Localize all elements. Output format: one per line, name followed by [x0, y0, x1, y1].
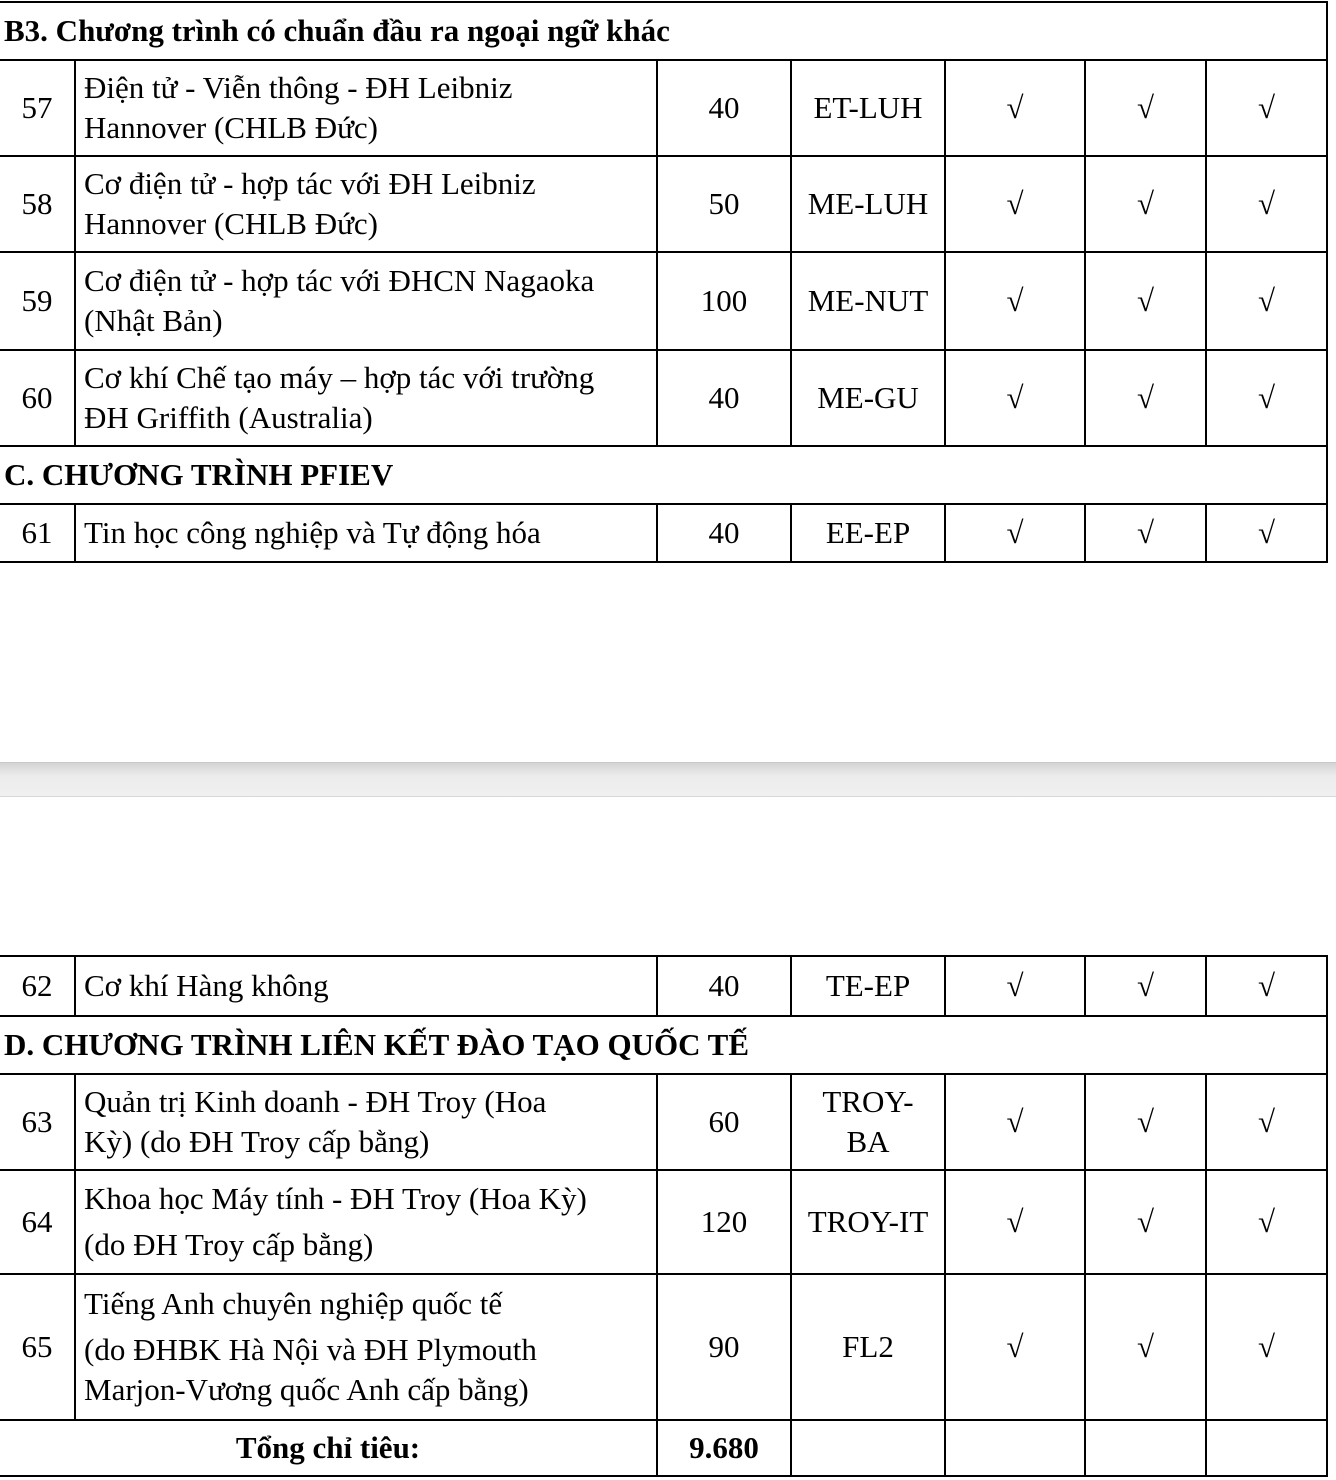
quota: 60 [657, 1074, 791, 1170]
check-mark: √ [1206, 350, 1327, 446]
check-mark: √ [1085, 60, 1206, 156]
row-number: 57 [0, 60, 75, 156]
check-mark: √ [945, 956, 1085, 1016]
program-name: Cơ điện tử - hợp tác với ĐHCN Nagaoka (Nhật Bản) [75, 252, 657, 350]
program-name: Khoa học Máy tính - ĐH Troy (Hoa Kỳ) (do ĐH Troy cấp bằng) [75, 1170, 657, 1274]
check-mark: √ [1206, 60, 1327, 156]
empty-cell [791, 1420, 945, 1476]
program-name: Quản trị Kinh doanh - ĐH Troy (Hoa Kỳ) (do ĐH Troy cấp bằng) [75, 1074, 657, 1170]
check-mark: √ [945, 60, 1085, 156]
row-number: 61 [0, 504, 75, 562]
program-code: ME-NUT [791, 252, 945, 350]
total-value: 9.680 [657, 1420, 791, 1476]
check-mark: √ [945, 156, 1085, 252]
section-row [0, 2, 1327, 60]
admission-table-page-1 [0, 1, 1328, 563]
check-mark: √ [1206, 252, 1327, 350]
total-label: Tổng chỉ tiêu: [0, 1420, 657, 1476]
program-code: TROY- BA [791, 1074, 945, 1170]
quota: 120 [657, 1170, 791, 1274]
table-row [0, 350, 1327, 446]
check-mark: √ [1085, 504, 1206, 562]
admission-table-page-2 [0, 955, 1328, 1477]
check-mark: √ [945, 252, 1085, 350]
section-row [0, 446, 1327, 504]
check-mark: √ [1206, 504, 1327, 562]
table-row [0, 1274, 1327, 1420]
program-code: ET-LUH [791, 60, 945, 156]
table-row [0, 504, 1327, 562]
section-title-c: C. CHƯƠNG TRÌNH PFIEV [0, 446, 1327, 504]
quota: 100 [657, 252, 791, 350]
row-number: 65 [0, 1274, 75, 1420]
quota: 40 [657, 60, 791, 156]
program-code: ME-GU [791, 350, 945, 446]
quota: 50 [657, 156, 791, 252]
table-row [0, 156, 1327, 252]
program-code: EE-EP [791, 504, 945, 562]
table-row [0, 60, 1327, 156]
check-mark: √ [945, 1170, 1085, 1274]
program-code: TROY-IT [791, 1170, 945, 1274]
empty-cell [945, 1420, 1085, 1476]
program-code: ME-LUH [791, 156, 945, 252]
program-name: Cơ điện tử - hợp tác với ĐH Leibniz Hannover (CHLB Đức) [75, 156, 657, 252]
check-mark: √ [1206, 1274, 1327, 1420]
quota: 40 [657, 956, 791, 1016]
quota: 40 [657, 350, 791, 446]
check-mark: √ [1085, 1274, 1206, 1420]
section-title-d: D. CHƯƠNG TRÌNH LIÊN KẾT ĐÀO TẠO QUỐC TẾ [0, 1016, 1327, 1074]
program-code: FL2 [791, 1274, 945, 1420]
row-number: 64 [0, 1170, 75, 1274]
check-mark: √ [1085, 956, 1206, 1016]
row-number: 58 [0, 156, 75, 252]
check-mark: √ [1085, 1170, 1206, 1274]
page-break-divider [0, 762, 1336, 797]
section-title-b3: B3. Chương trình có chuẩn đầu ra ngoại ngữ khác [0, 2, 1327, 60]
row-number: 59 [0, 252, 75, 350]
check-mark: √ [1085, 350, 1206, 446]
program-name: Cơ khí Hàng không [75, 956, 657, 1016]
row-number: 60 [0, 350, 75, 446]
table-row [0, 1074, 1327, 1170]
program-name: Điện tử - Viễn thông - ĐH Leibniz Hannover (CHLB Đức) [75, 60, 657, 156]
check-mark: √ [945, 504, 1085, 562]
program-name: Cơ khí Chế tạo máy – hợp tác với trường ĐH Griffith (Australia) [75, 350, 657, 446]
check-mark: √ [1206, 1074, 1327, 1170]
row-number: 62 [0, 956, 75, 1016]
row-number: 63 [0, 1074, 75, 1170]
check-mark: √ [1085, 252, 1206, 350]
check-mark: √ [1085, 156, 1206, 252]
check-mark: √ [945, 1074, 1085, 1170]
check-mark: √ [1206, 156, 1327, 252]
quota: 40 [657, 504, 791, 562]
table-row [0, 252, 1327, 350]
check-mark: √ [1206, 1170, 1327, 1274]
quota: 90 [657, 1274, 791, 1420]
section-row [0, 1016, 1327, 1074]
empty-cell [1085, 1420, 1206, 1476]
program-code: TE-EP [791, 956, 945, 1016]
program-name: Tiếng Anh chuyên nghiệp quốc tế (do ĐHBK Hà Nội và ĐH Plymouth Marjon-Vương quốc Anh cấp bằng) [75, 1274, 657, 1420]
program-name: Tin học công nghiệp và Tự động hóa [75, 504, 657, 562]
check-mark: √ [1206, 956, 1327, 1016]
check-mark: √ [945, 1274, 1085, 1420]
empty-cell [1206, 1420, 1327, 1476]
total-row [0, 1420, 1327, 1476]
table-row [0, 956, 1327, 1016]
table-row [0, 1170, 1327, 1274]
check-mark: √ [945, 350, 1085, 446]
check-mark: √ [1085, 1074, 1206, 1170]
